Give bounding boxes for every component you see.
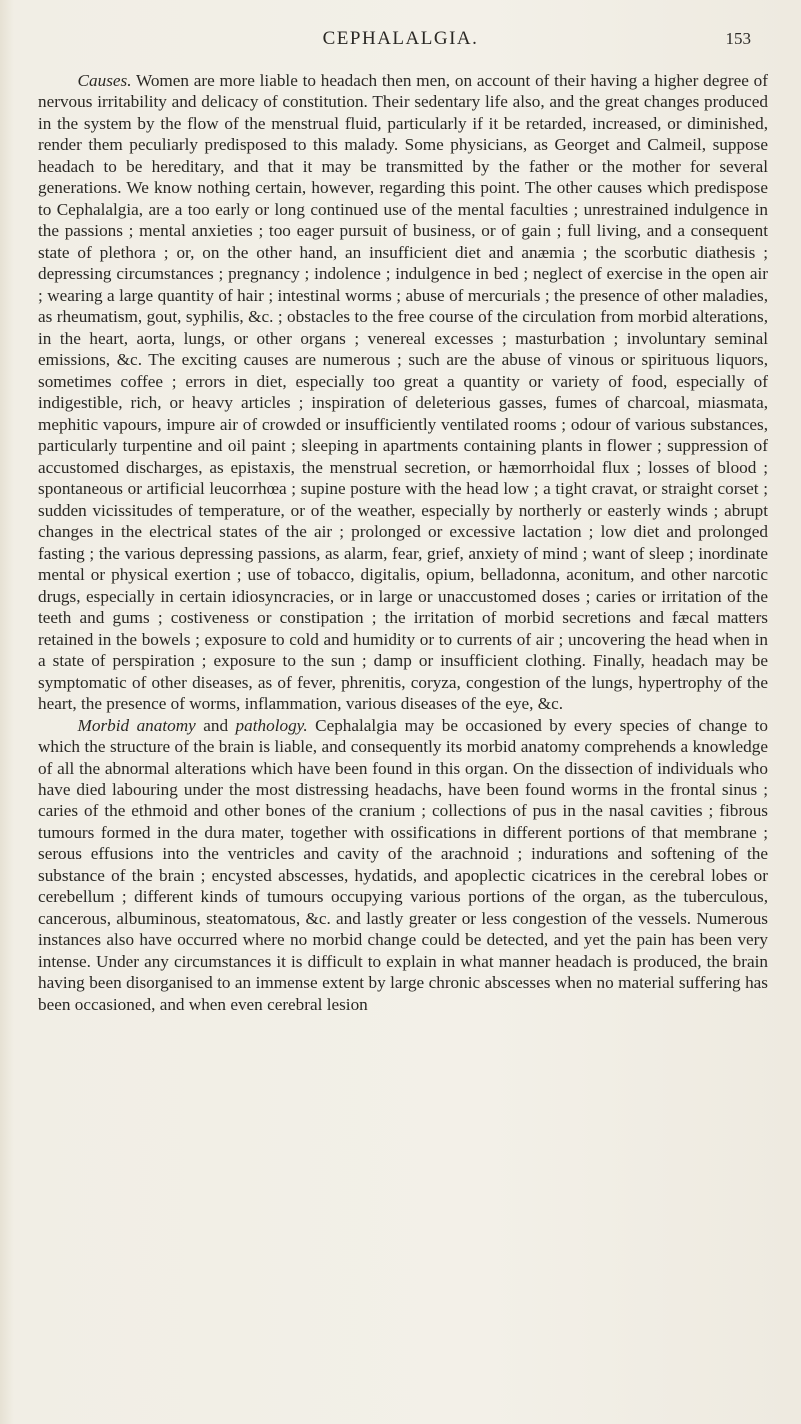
running-head [0,28,801,56]
section-lead-morbid-anatomy: Morbid anatomy [77,715,196,735]
paragraph-text: Women are more liable to headach then men, on account of their having a higher degree of nervous irritability and delicacy of constitution. Their sedentary life also, and the great changes produced in the system by the flow of the menstrual fluid, particularly if it be retarded, increased, or diminished, render them peculiarly predisposed to this malady. Some physicians, as Georget and Calmeil, suppose headach to be hereditary, and that it may be transmitted by the father or the mother for several generations. We know nothing certain, however, regarding this point. The other causes which predispose to Cephalalgia, are a too early or long continued use of the mental faculties ; unrestrained indulgence in the passions ; mental anxieties ; too eager pursuit of business, or of gain ; full living, and a consequent state of plethora ; or, on the other hand, an insufficient diet and anæmia ; the scorbutic diathesis ; depressing circumstances ; pregnancy ; indolence ; indulgence in bed ; neglect of exercise in the open air ; wearing a large quantity of hair ; intestinal worms ; abuse of mercurials ; the presence of other maladies, as rheumatism, gout, syphilis, &c. ; obstacles to the free course of the circulation from morbid alterations, in the heart, aorta, lungs, or other organs ; venereal excesses ; masturbation ; involuntary seminal emissions, &c. The exciting causes are numerous ; such are the abuse of vinous or spirituous liquors, sometimes coffee ; errors in diet, especially too great a quantity or variety of food, especially of indigestible, rich, or heavy articles ; inspiration of deleterious gasses, fumes of charcoal, miasmata, mephitic vapours, impure air of crowded or insufficiently ventilated rooms ; odour of various substances, particularly turpentine and oil paint ; sleeping in apartments containing plants in flower ; suppression of accustomed discharges, as epistaxis, the menstrual secretion, or hæmorrhoidal flux ; losses of blood ; spontaneous or artificial leucorrhœa ; supine posture with the head low ; a tight cravat, or straight corset ; sudden vicissitudes of temperature, or of the weather, especially by northerly or easterly winds ; abrupt changes in the electrical states of the air ; prolonged or excessive lactation ; low diet and prolonged fasting ; the various depressing passions, as alarm, fear, grief, anxiety of mind ; want of sleep ; inordinate mental or physical exertion ; use of tobacco, digitalis, opium, belladonna, aconitum, and other narcotic drugs, especially in certain idiosyncracies, or in large or unaccustomed doses ; caries or irritation of the teeth and gums ; costiveness or constipation ; the irritation of morbid secretions and fæcal matters retained in the bowels ; exposure to cold and humidity or to currents of air ; uncovering the head when in a state of perspiration ; exposure to the sun ; damp or insufficient clothing. Finally, headach may be symptomatic of other diseases, as of fever, phrenitis, coryza, congestion of the lungs, hypertrophy of the heart, the presence of worms, inflammation, various diseases of the eye, &c. [38,71,768,714]
lead-connector: and [195,715,236,735]
paragraph-text: Cephalalgia may be occasioned by every species of change to which the structure of the brain is liable, and consequently its morbid anatomy comprehends a knowledge of all the abnormal alterations which have been found in this organ. On the dissection of individuals who have died labouring under the most distressing headachs, have been found worms in the frontal sinus ; caries of the ethmoid and other bones of the cranium ; collections of pus in the nasal cavities ; fibrous tumours formed in the dura mater, together with ossifications in different portions of that membrane ; serous effusions into the ventricles and cavity of the arachnoid ; indurations and softening of the substance of the brain ; encysted abscesses, hydatids, and apoplectic cicatrices in the cerebral lobes or cerebellum ; different kinds of tumours occupying various portions of the organ, as the tuberculous, cancerous, albuminous, steatomatous, &c. and lastly greater or less congestion of the vessels. Numerous instances also have occurred where no morbid change could be detected, and yet the pain has been very intense. Under any circumstances it is difficult to explain in what manner headach is produced, the brain having been disorganised to an immense extent by large chronic abscesses when no material suffering has been occasioned, and when even cerebral lesion [38,715,768,1014]
paragraph-causes [38,70,768,715]
section-lead-pathology: pathology. [235,715,308,735]
body-text [38,70,768,1015]
running-title: CEPHALALGIA. [322,28,479,49]
paragraph-morbid-anatomy [38,715,768,1016]
section-lead-causes: Causes. [77,71,132,90]
page-number: 153 [725,29,751,48]
